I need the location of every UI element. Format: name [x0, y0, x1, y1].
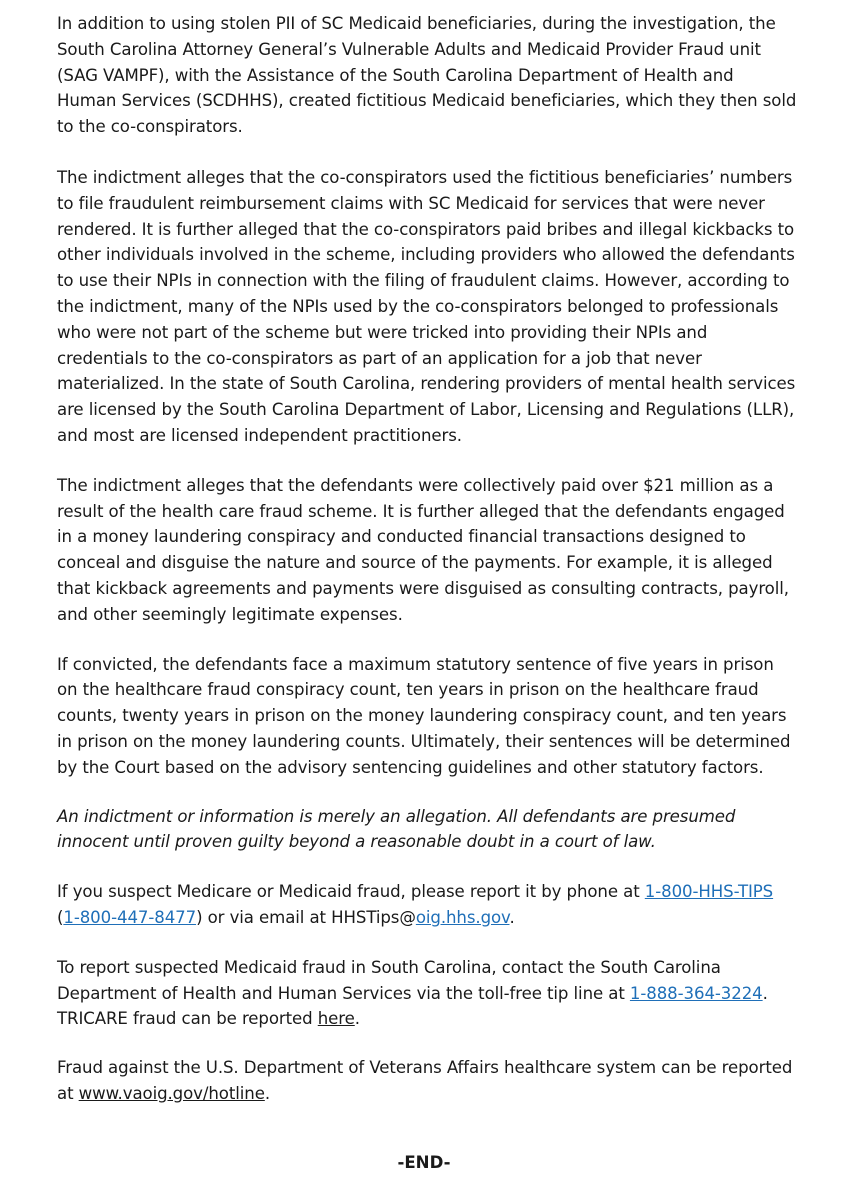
paragraph-report-sc-medicaid	[57, 955, 797, 1032]
tricare-text: . TRICARE fraud can be reported	[57, 983, 768, 1029]
paragraph-report-va-fraud	[57, 1055, 797, 1107]
hhs-email-domain-link[interactable]: oig.hhs.gov	[415, 907, 510, 927]
paren-open-text: (	[57, 907, 64, 927]
period-text: .	[264, 1083, 270, 1103]
report-va-text: Fraud against the U.S. Department of Veterans Affairs healthcare system can be reported at	[57, 1058, 793, 1103]
paragraph-report-hhs-fraud	[57, 879, 797, 931]
press-release-body	[57, 11, 797, 1107]
paragraph-sentencing: If convicted, the defendants face a maximum statutory sentence of five years in prison on the healthcare fraud conspiracy count, ten years in prison on the healthcare fraud counts, twenty years in prison on the money laundering conspiracy count, and ten years in prison on the money laundering counts. Ultimately, their sentences will be determined by the Court based on the advisory sentencing guidelines and other statutory factors.	[57, 654, 791, 777]
period-text: .	[354, 1009, 360, 1029]
va-hotline-link[interactable]: www.vaoig.gov/hotline	[78, 1083, 265, 1103]
paragraph-money-laundering: The indictment alleges that the defendants were collectively paid over $21 million as a result of the health care fraud scheme. It is further alleged that the defendants engaged in a money laundering conspiracy and conducted financial transactions designed to conceal and disguise the nature and source of the payments. For example, it is alleged that kickback agreements and payments were disguised as consulting contracts, payroll, and other seemingly legitimate expenses.	[57, 475, 789, 624]
report-sc-text: To report suspected Medicaid fraud in South Carolina, contact the South Carolina Department of Health and Human Services via the toll-free tip line at	[57, 957, 721, 1003]
tricare-here-link[interactable]: here	[317, 1009, 355, 1029]
end-marker: -END-	[397, 1153, 451, 1172]
paragraph-fictitious-beneficiaries: In addition to using stolen PII of SC Medicaid beneficiaries, during the investigation, the South Carolina Attorney General’s Vulnerable Adults and Medicaid Provider Fraud unit (SAG VAMPF), with the Assistance of the South Carolina Department of Health and Human Services (SCDHHS), created fictitious Medicaid beneficiaries, which they then sold to the co-conspirators.	[57, 14, 797, 137]
email-intro-text: ) or via email at	[196, 907, 332, 927]
hhs-numeric-phone-link[interactable]: 1-800-447-8477	[63, 907, 197, 927]
paragraph-presumption-disclaimer: An indictment or information is merely an allegation. All defendants are presumed innocent until proven guilty beyond a reasonable doubt in a court of law.	[57, 806, 736, 852]
report-hhs-text: If you suspect Medicare or Medicaid fraud, please report it by phone at	[57, 882, 645, 902]
period-text: .	[509, 907, 515, 927]
email-prefix-text: HHSTips@	[331, 907, 416, 927]
hhs-tips-phone-link[interactable]: 1-800-HHS-TIPS	[644, 882, 774, 902]
paragraph-indictment-claims: The indictment alleges that the co-conspirators used the fictitious beneficiaries’ numbers to file fraudulent reimbursement claims with SC Medicaid for services that were never rendered. It is further alleged that the co-conspirators paid bribes and illegal kickbacks to other individuals involved in the scheme, including providers who allowed the defendants to use their NPIs in connection with the filing of fraudulent claims. However, according to the indictment, many of the NPIs used by the co-conspirators belonged to professionals who were not part of the scheme but were tricked into providing their NPIs and credentials to the co-conspirators as part of an application for a job that never materialized. In the state of South Carolina, rendering providers of mental health services are licensed by the South Carolina Department of Labor, Licensing and Regulations (LLR), and most are licensed independent practitioners.	[57, 167, 796, 445]
sc-tip-line-link[interactable]: 1-888-364-3224	[629, 983, 763, 1003]
